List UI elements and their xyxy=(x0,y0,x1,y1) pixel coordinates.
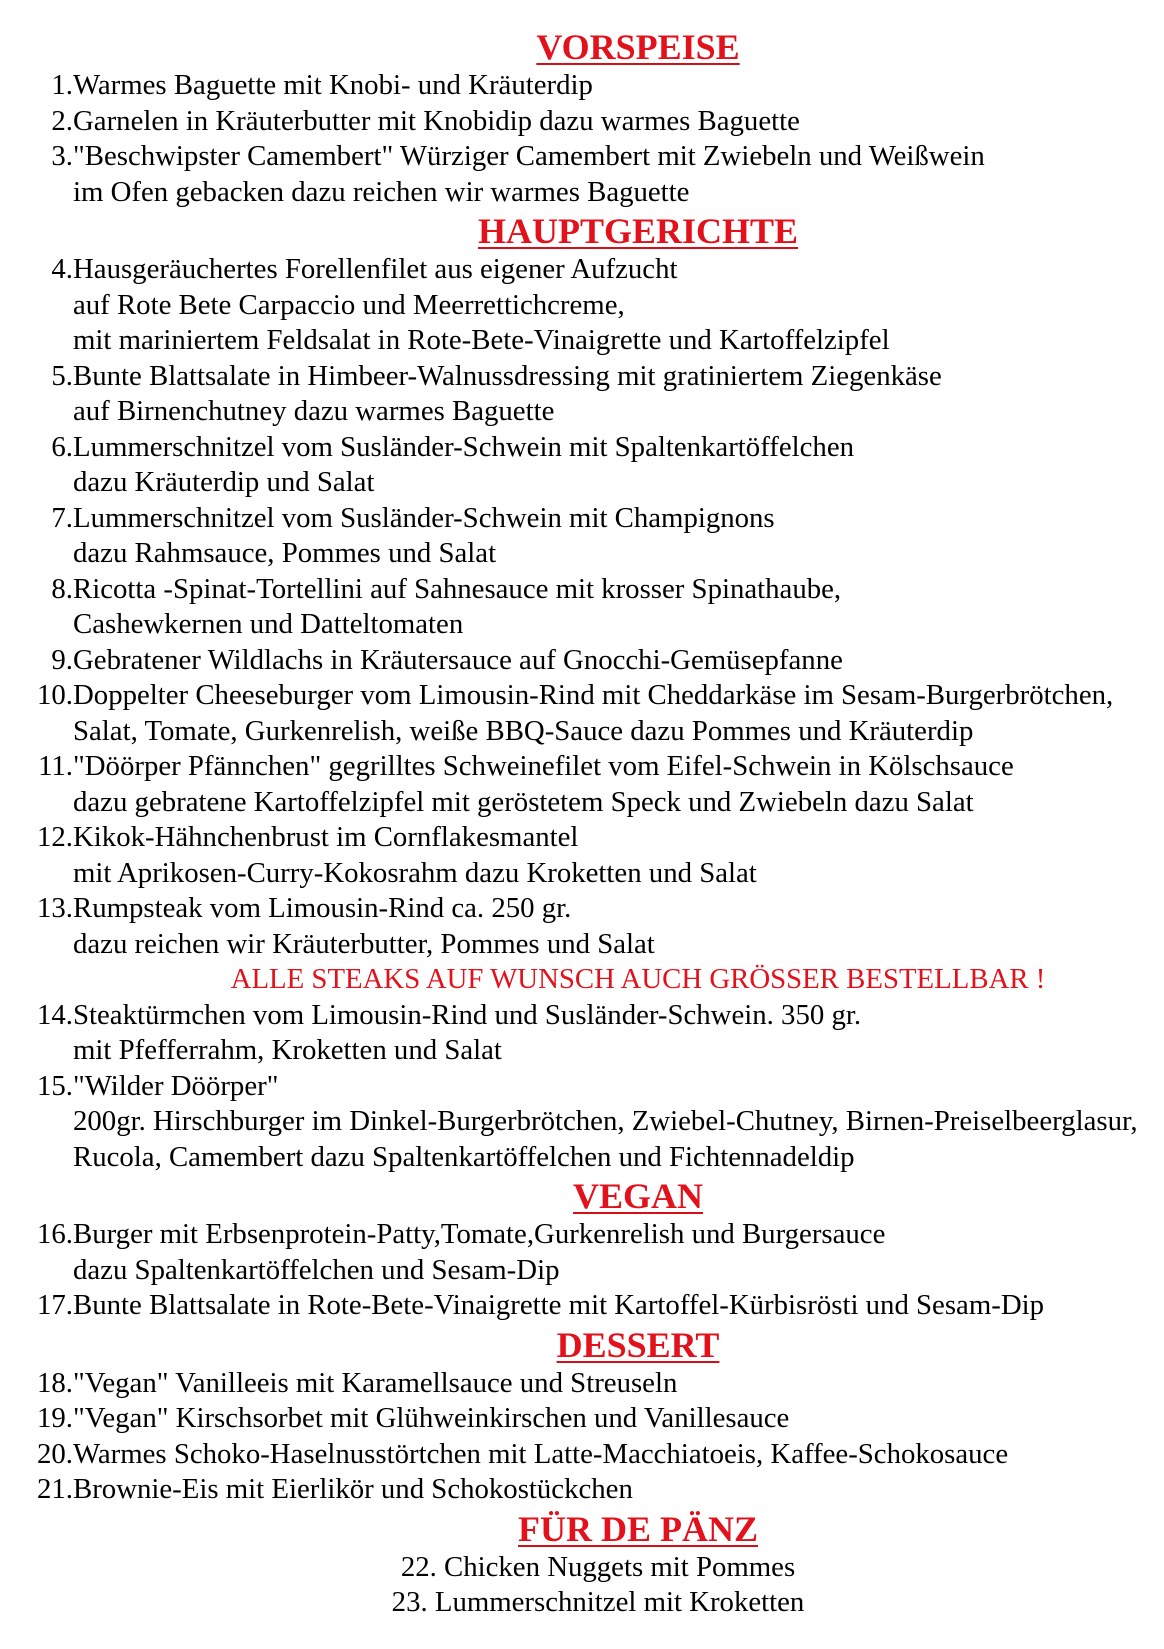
item-text-continuation: mit Pfefferrahm, Kroketten und Salat xyxy=(73,1034,502,1066)
menu-item-22: 22. Chicken Nuggets mit Pommes xyxy=(400,1550,796,1583)
menu-item-21 xyxy=(0,1472,1164,1508)
item-number: 5. xyxy=(51,359,73,392)
item-number: 21. xyxy=(37,1473,73,1505)
section-heading-hauptgerichte xyxy=(0,210,1164,252)
menu-item-15 xyxy=(0,1069,1164,1105)
item-number: 14. xyxy=(37,998,73,1031)
item-number: 19. xyxy=(37,1402,73,1434)
item-number: 9. xyxy=(51,643,73,676)
item-text: "Beschwipster Camembert" Würziger Camembert mit Zwiebeln und Weißwein xyxy=(73,140,985,172)
menu-item-11 xyxy=(0,749,1164,785)
item-text-continuation: 200gr. Hirschburger im Dinkel-Burgerbrötchen, Zwiebel-Chutney, Birnen-Preiselbeerglasur, xyxy=(73,1105,1138,1137)
section-heading-vorspeise xyxy=(0,26,1164,68)
section-heading-dessert xyxy=(0,1324,1164,1366)
item-text: Rumpsteak vom Limousin-Rind ca. 250 gr. xyxy=(73,892,572,924)
item-text: Ricotta -Spinat-Tortellini auf Sahnesauce mit krosser Spinathaube, xyxy=(73,572,842,605)
item-text: Hausgeräuchertes Forellenfilet aus eigener Aufzucht xyxy=(73,253,678,285)
item-text: Gebratener Wildlachs in Kräutersauce auf Gnocchi-Gemüsepfanne xyxy=(73,643,843,676)
item-text-continuation: im Ofen gebacken dazu reichen wir warmes Baguette xyxy=(73,175,690,208)
menu-item-2 xyxy=(0,104,1164,140)
item-number: 3. xyxy=(51,140,73,172)
item-text-continuation: Rucola, Camembert dazu Spaltenkartöffelchen und Fichtennadeldip xyxy=(73,1140,855,1173)
item-text-continuation: auf Rote Bete Carpaccio und Meerrettichcreme, xyxy=(73,288,625,321)
menu-item-18 xyxy=(0,1366,1164,1402)
item-text: "Döörper Pfännchen" gegrilltes Schweinefilet vom Eifel-Schwein in Kölschsauce xyxy=(73,750,1014,782)
item-text-continuation: dazu gebratene Kartoffelzipfel mit geröstetem Speck und Zwiebeln dazu Salat xyxy=(73,785,974,818)
section-title: VEGAN xyxy=(572,1176,703,1216)
section-heading-kids xyxy=(0,1508,1164,1550)
menu-item-3 xyxy=(0,139,1164,175)
item-number: 20. xyxy=(37,1437,73,1470)
item-text: Warmes Schoko-Haselnusstörtchen mit Latte-Macchiatoeis, Kaffee-Schokosauce xyxy=(73,1437,1009,1470)
item-number: 2. xyxy=(51,104,73,137)
item-text: "Vegan" Vanilleeis mit Karamellsauce und Streuseln xyxy=(73,1366,678,1399)
menu-item-4 xyxy=(0,252,1164,288)
item-number: 1. xyxy=(51,69,73,101)
section-title: FÜR DE PÄNZ xyxy=(518,1508,758,1549)
item-text: Brownie-Eis mit Eierlikör und Schokostückchen xyxy=(73,1473,633,1505)
item-number: 17. xyxy=(37,1289,73,1321)
menu-list xyxy=(0,26,1164,1621)
menu-item-7 xyxy=(0,501,1164,537)
item-number: 6. xyxy=(51,430,73,463)
item-text-continuation: mit Aprikosen-Curry-Kokosrahm dazu Kroketten und Salat xyxy=(73,856,757,889)
steak-size-note: ALLE STEAKS AUF WUNSCH AUCH GRÖSSER BESTELLBAR ! xyxy=(230,963,1046,995)
item-number: 4. xyxy=(51,253,73,285)
item-text-continuation: dazu Kräuterdip und Salat xyxy=(73,466,375,498)
item-text: Steaktürmchen vom Limousin-Rind und Susländer-Schwein. 350 gr. xyxy=(73,998,862,1031)
section-heading-vegan xyxy=(0,1175,1164,1217)
item-text-continuation: Salat, Tomate, Gurkenrelish, weiße BBQ-Sauce dazu Pommes und Kräuterdip xyxy=(73,714,974,747)
item-number: 8. xyxy=(51,572,73,605)
menu-item-6 xyxy=(0,430,1164,466)
section-title: VORSPEISE xyxy=(536,27,740,67)
menu-item-9 xyxy=(0,643,1164,679)
item-text: Bunte Blattsalate in Himbeer-Walnussdressing mit gratiniertem Ziegenkäse xyxy=(73,359,942,392)
menu-item-10 xyxy=(0,678,1164,714)
item-text: Burger mit Erbsenprotein-Patty,Tomate,Gurkenrelish und Burgersauce xyxy=(73,1218,886,1250)
item-number: 16. xyxy=(37,1218,73,1250)
item-text: Kikok-Hähnchenbrust im Cornflakesmantel xyxy=(73,821,579,853)
item-text: Warmes Baguette mit Knobi- und Kräuterdip xyxy=(73,69,593,101)
item-number: 7. xyxy=(51,501,73,534)
menu-item-5 xyxy=(0,359,1164,395)
menu-item-16 xyxy=(0,1217,1164,1253)
item-text: "Vegan" Kirschsorbet mit Glühweinkirschen und Vanillesauce xyxy=(73,1402,790,1434)
menu-item-19 xyxy=(0,1401,1164,1437)
item-number: 11. xyxy=(38,750,73,782)
menu-item-20 xyxy=(0,1437,1164,1473)
menu-item-8 xyxy=(0,572,1164,608)
section-title: DESSERT xyxy=(556,1324,720,1365)
item-text: Bunte Blattsalate in Rote-Bete-Vinaigrette mit Kartoffel-Kürbisrösti und Sesam-Dip xyxy=(73,1289,1045,1321)
item-number: 12. xyxy=(37,821,73,853)
item-text: Garnelen in Kräuterbutter mit Knobidip dazu warmes Baguette xyxy=(73,104,800,137)
item-text-continuation: Cashewkernen und Datteltomaten xyxy=(73,608,464,640)
menu-item-1 xyxy=(0,68,1164,104)
item-text-continuation: auf Birnenchutney dazu warmes Baguette xyxy=(73,395,555,427)
item-text-continuation: dazu Rahmsauce, Pommes und Salat xyxy=(73,537,497,569)
item-number: 13. xyxy=(37,892,73,924)
section-title: HAUPTGERICHTE xyxy=(477,211,799,251)
item-number: 15. xyxy=(37,1069,73,1102)
item-text: Lummerschnitzel vom Susländer-Schwein mit Champignons xyxy=(73,501,775,534)
item-text: Doppelter Cheeseburger vom Limousin-Rind mit Cheddarkäse im Sesam-Burgerbrötchen, xyxy=(73,679,1114,711)
menu-item-23: 23. Lummerschnitzel mit Kroketten xyxy=(391,1586,805,1618)
menu-item-12 xyxy=(0,820,1164,856)
item-number: 10. xyxy=(37,679,73,711)
item-text-continuation: dazu reichen wir Kräuterbutter, Pommes und Salat xyxy=(73,927,655,960)
item-number: 18. xyxy=(37,1366,73,1399)
item-text-continuation: mit mariniertem Feldsalat in Rote-Bete-Vinaigrette und Kartoffelzipfel xyxy=(73,324,890,356)
item-text: "Wilder Döörper" xyxy=(73,1069,279,1102)
item-text: Lummerschnitzel vom Susländer-Schwein mit Spaltenkartöffelchen xyxy=(73,430,855,463)
menu-item-14 xyxy=(0,998,1164,1034)
menu-item-13 xyxy=(0,891,1164,927)
menu-item-17 xyxy=(0,1288,1164,1324)
item-text-continuation: dazu Spaltenkartöffelchen und Sesam-Dip xyxy=(73,1253,560,1286)
